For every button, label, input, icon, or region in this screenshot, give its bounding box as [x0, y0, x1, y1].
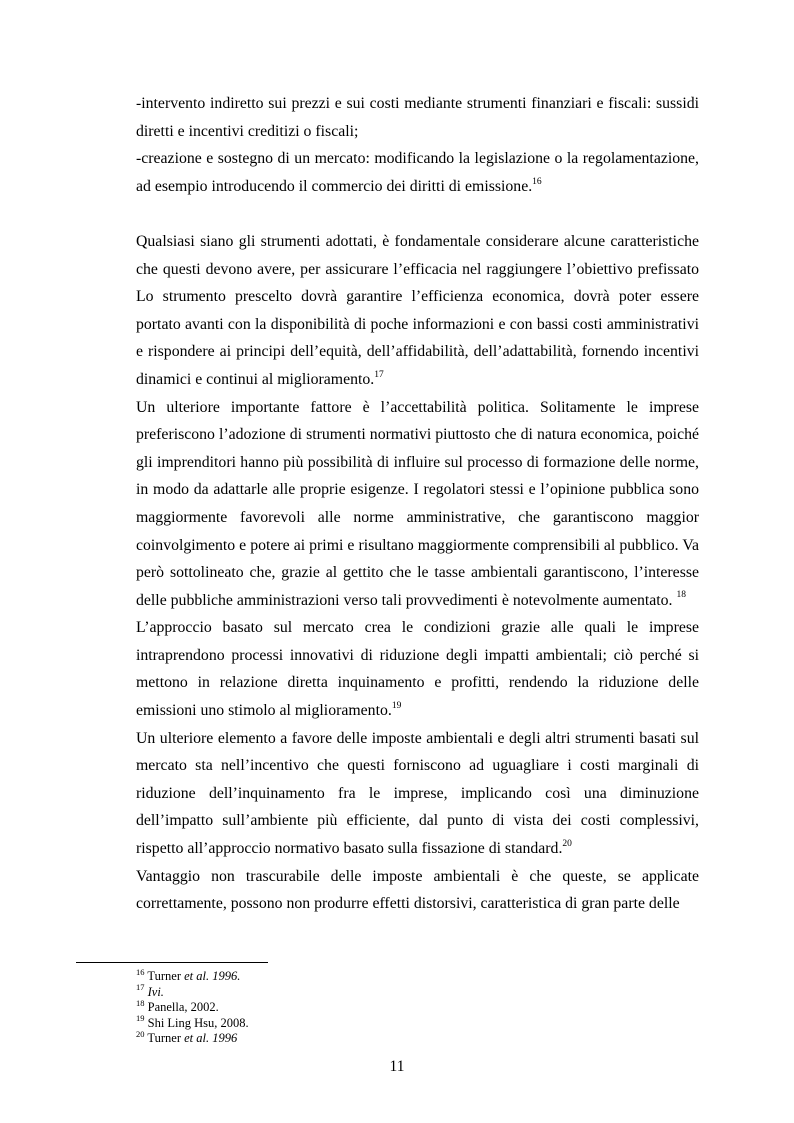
paragraph-non-distortive: Vantaggio non trascurabile delle imposte ambientali è che queste, se applicate correttamente, possono non produrre effetti distorsivi, caratteristica di gran parte delle	[136, 867, 699, 913]
footnote-17: $^{17}$ Ivi.	[136, 982, 164, 999]
paragraph-instrument-characteristics: Qualsiasi siano gli strumenti adottati, è fondamentale considerare alcune caratteristiche che questi devono avere, per assicurare l’efficacia nel raggiungere l’obiettivo prefissato Lo strumento prescelto dovrà garantire l’efficienza economica, dovrà poter essere portato avanti con la disponibilità di poche informazioni e con bassi costi amministrativi e rispondere ai principi dell’equità, dell’affidabilità, dell’adattabilità, fornendo incentivi dinamici e continui al miglioramento.$^{17}$	[136, 232, 699, 388]
body-text	[136, 90, 699, 918]
footnote-20: $^{20}$ Turner et al. 1996	[136, 1028, 238, 1045]
footnote-ref-17[interactable]: 17	[374, 369, 384, 380]
footnote-separator	[76, 962, 268, 963]
footnote-ref-19[interactable]: 19	[391, 700, 402, 711]
paragraph-political-acceptability: Un ulteriore importante fattore è l’accettabilità politica. Solitamente le imprese preferiscono l’adozione di strumenti normativi piuttosto che di natura economica, poiché gli imprenditori hanno più possibilità di influire sul processo di formazione delle norme, in modo da adattarle alle proprie esigenze. I regolatori stessi e l’opinione pubblica sono maggiormente favorevoli alle norme amministrative, che garantiscono maggior coinvolgimento e potere ai primi e risultano maggiormente comprensibili al pubblico. Va però sottolineato che, grazie al gettito che le tasse ambientali garantiscono, l’interesse delle pubbliche amministrazioni verso tali provvedimenti è notevolmente aumentato. $^{18}$	[136, 398, 699, 609]
paragraph-instrument-indirect: -intervento indiretto sui prezzi e sui costi mediante strumenti finanziari e fiscali: sussidi diretti e incentivi creditizi o fiscali;	[136, 95, 699, 140]
footnote-18: $^{18}$ Panella, 2002.	[136, 997, 219, 1014]
paragraph-market-approach: L’approccio basato sul mercato crea le condizioni grazie alle quali le imprese intraprendono processi innovativi di riduzione degli impatti ambientali; ciò perché si mettono in relazione diretta inquinamento e profitti, rendendo la riduzione delle emissioni uno stimolo al miglioramento.$^{19}$	[136, 619, 699, 720]
footnotes	[136, 966, 696, 1047]
footnote-ref-20[interactable]: 20	[562, 838, 572, 849]
paragraph-environmental-taxes: Un ulteriore elemento a favore delle imposte ambientali e degli altri strumenti basati sul mercato sta nell’incentivo che questi forniscono ad uguagliare i costi marginali di riduzione dell’inquinamento fra le imprese, implicando così una diminuzione dell’impatto sull’ambiente più efficiente, dal punto di vista dei costi complessivi, rispetto all’approccio normativo basato sulla fissazione di standard.$^{20}$	[136, 729, 699, 858]
paragraph-instrument-market: -creazione e sostegno di un mercato: modificando la legislazione o la regolamentazione, ad esempio introducendo il commercio dei diritti di emissione.$^{16}$	[136, 150, 699, 195]
page-number: 11	[389, 1058, 405, 1075]
footnote-ref-18[interactable]: 18	[676, 590, 686, 601]
footnote-16: $^{16}$ Turner et al. 1996.	[136, 966, 241, 983]
paragraph-spacer	[136, 200, 699, 228]
footnote-ref-16[interactable]: 16	[532, 176, 542, 187]
footnote-19: $^{19}$ Shi Ling Hsu, 2008.	[136, 1013, 249, 1030]
